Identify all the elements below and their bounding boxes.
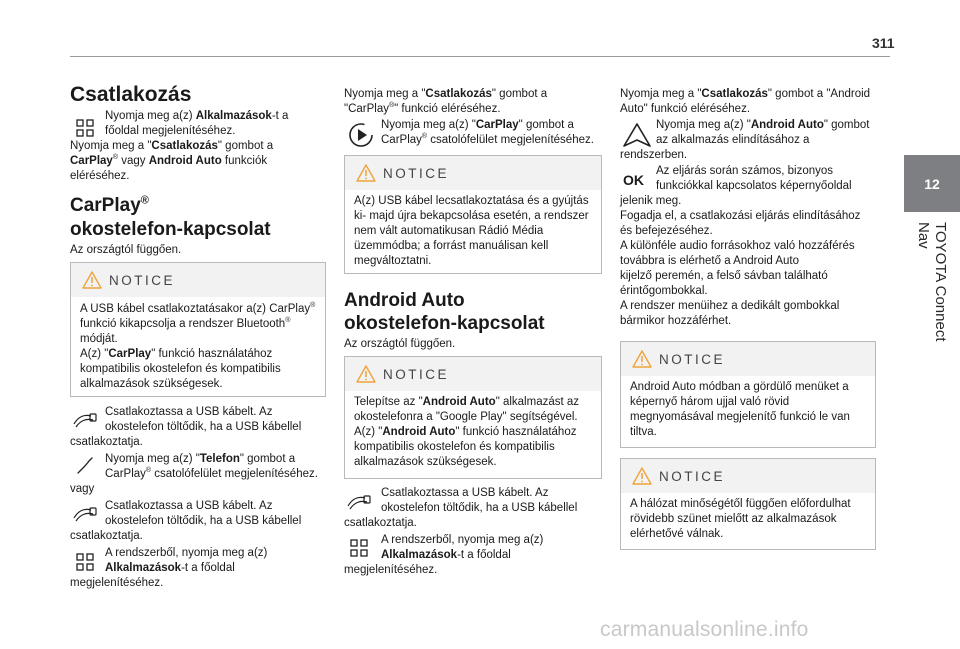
apps-grid-icon xyxy=(348,537,370,559)
col3-p5-line3: kijelző peremén, a felső sávban található xyxy=(620,270,828,282)
col3-p2-line1: Nyomja meg a(z) "Android Auto" gombot xyxy=(656,119,870,131)
col3-p3-line2: funkciókkal kapcsolatos képernyőoldal xyxy=(656,180,852,192)
notice-body: A hálózat minőségétől függően előfordulhat rövidebb szünet mielőtt az alkalmazások elérhetővé válnak. xyxy=(630,498,851,540)
col3-p6-line2: bármikor hozzáférhet. xyxy=(620,315,732,327)
col1-s1-line1: Csatlakoztassa a USB kábelt. Az xyxy=(105,406,273,418)
col2-country-note: Az országtól függően. xyxy=(344,338,456,350)
col1-s3-line3: csatlakoztatja. xyxy=(70,530,143,542)
col1-p2-line2: CarPlay® vagy Android Auto funkciók xyxy=(70,154,268,167)
col2-s1-line1: Csatlakoztassa a USB kábelt. Az xyxy=(381,487,549,499)
android-heading-line2: okostelefon-kapcsolat xyxy=(344,313,545,334)
col3-p5-line4: érintőgombokkal. xyxy=(620,285,708,297)
warning-triangle-icon xyxy=(356,365,376,383)
col3-p1-line2: Auto" funkció eléréséhez. xyxy=(620,103,751,115)
notice-title: NOTICE xyxy=(383,165,450,181)
apps-grid-icon xyxy=(74,117,96,139)
chapter-tab[interactable]: 12 xyxy=(904,155,960,212)
notice-body: A(z) USB kábel lecsatlakoztatása és a gyújtás ki- majd újra bekapcsolása esetén, a rendszer nem vált automatikusan Rádió Média üzemmódba; a forrást manuálisan kell megváltoztatni. xyxy=(354,195,589,267)
carplay-play-icon xyxy=(347,121,375,149)
col2-p1-line2: "CarPlay®" funkció eléréséhez. xyxy=(344,102,501,115)
col3-p2-line2: az alkalmazás elindításához a xyxy=(656,134,810,146)
col3-p6-line1: A rendszer menüihez a dedikált gombokkal xyxy=(620,300,840,312)
android-auto-icon xyxy=(622,122,652,148)
notice-box-carplay-usb xyxy=(70,262,326,397)
col3-p3-line3: jelenik meg. xyxy=(620,195,682,207)
notice-header xyxy=(345,357,601,391)
col3-p2-line3: rendszerben. xyxy=(620,149,688,161)
col1-s4-line1: A rendszerből, nyomja meg a(z) xyxy=(105,547,268,559)
col3-p4-line2: és befejezéséhez. xyxy=(620,225,713,237)
col1-s2-line1: Nyomja meg a(z) "Telefon" gombot a xyxy=(105,453,296,465)
col3-p4-line1: Fogadja el, a csatlakozási eljárás elindításához xyxy=(620,210,861,222)
col1-s1-line2: okostelefon töltődik, ha a USB kábellel xyxy=(105,421,302,433)
ok-icon: OK xyxy=(623,172,644,188)
usb-cable-icon xyxy=(346,491,372,513)
col1-s3-line2: okostelefon töltődik, ha a USB kábellel xyxy=(105,515,302,527)
col1-vagy: vagy xyxy=(70,483,95,495)
notice-title: NOTICE xyxy=(383,366,450,382)
notice-body: Telepítse az "Android Auto" alkalmazást az okostelefonra a "Google Play" segítségével. A(z) "Android Auto" funkció használatához kompatibilis okostelefon és kompatibilis alkalmazások szükségesek. xyxy=(354,396,580,468)
notice-title: NOTICE xyxy=(659,351,726,367)
col1-p2-line1: Nyomja meg a "Csatlakozás" gombot a xyxy=(70,140,274,152)
warning-triangle-icon xyxy=(82,271,102,289)
warning-triangle-icon xyxy=(356,164,376,182)
warning-triangle-icon xyxy=(632,467,652,485)
col2-s1-line2: okostelefon töltődik, ha a USB kábellel xyxy=(381,502,578,514)
col1-s4-line2: Alkalmazások-t a főoldal xyxy=(105,562,235,574)
col1-p1-line2: főoldal megjelenítéséhez. xyxy=(105,125,236,137)
android-heading-line1: Android Auto xyxy=(344,290,465,311)
notice-box-android-install xyxy=(344,356,602,479)
col1-p2-line3: eléréséhez. xyxy=(70,170,130,182)
notice-header xyxy=(345,156,601,190)
chapter-title: TOYOTA Connect Nav xyxy=(915,222,949,342)
apps-grid-icon xyxy=(74,551,96,573)
col3-p5-line2: továbbra is elérhető a Android Auto xyxy=(620,255,800,267)
col2-p2-line2: CarPlay® csatolófelület megjelenítéséhez. xyxy=(381,133,594,146)
col3-p3-line1: Az eljárás során számos, bizonyos xyxy=(656,165,834,177)
notice-header xyxy=(621,342,875,376)
col3-p5-line1: A különféle audio forrásokhoz való hozzáférés xyxy=(620,240,855,252)
notice-box-scroll-menus xyxy=(620,341,876,448)
header-divider xyxy=(70,56,890,57)
usb-cable-icon xyxy=(72,503,98,525)
notice-title: NOTICE xyxy=(109,272,176,288)
notice-title: NOTICE xyxy=(659,468,726,484)
col2-p1-line1: Nyomja meg a "Csatlakozás" gombot a xyxy=(344,88,548,100)
col2-s2-line2: Alkalmazások-t a főoldal xyxy=(381,549,511,561)
col2-s2-line1: A rendszerből, nyomja meg a(z) xyxy=(381,534,544,546)
col1-p1-line1: Nyomja meg a(z) Alkalmazások-t a xyxy=(105,110,289,122)
notice-body: Android Auto módban a gördülő menüket a képernyő három ujjal való rövid megnyomásával megjelenítő funkció le van tiltva. xyxy=(630,381,850,438)
col1-s3-line1: Csatlakoztassa a USB kábelt. Az xyxy=(105,500,273,512)
page-number: 311 xyxy=(872,35,895,51)
usb-cable-icon xyxy=(72,409,98,431)
notice-box-usb-disconnect xyxy=(344,155,602,274)
col3-p1-line1: Nyomja meg a "Csatlakozás" gombot a "Android xyxy=(620,88,871,100)
notice-body: A USB kábel csatlakoztatásakor a(z) CarPlay® funkció kikapcsolja a rendszer Bluetooth® módját. A(z) "CarPlay" funkció használatához kompatibilis okostelefon és kompatibilis alkalmazások szükségesek. xyxy=(80,302,316,390)
col1-s4-line3: megjelenítéséhez. xyxy=(70,577,164,589)
carplay-heading-line1: CarPlay® xyxy=(70,194,149,216)
col1-s2-line2: CarPlay® csatolófelület megjelenítéséhez. xyxy=(105,467,318,480)
warning-triangle-icon xyxy=(632,350,652,368)
phone-handset-icon xyxy=(74,455,96,477)
col2-p2-line1: Nyomja meg a(z) "CarPlay" gombot a xyxy=(381,119,574,131)
watermark: carmanualsonline.info xyxy=(600,618,809,641)
col1-country-note: Az országtól függően. xyxy=(70,244,182,256)
notice-box-network-quality xyxy=(620,458,876,550)
col2-s2-line3: megjelenítéséhez. xyxy=(344,564,438,576)
section-heading-connection: Csatlakozás xyxy=(70,83,192,106)
notice-header xyxy=(621,459,875,493)
notice-header xyxy=(71,263,325,297)
carplay-heading-line2: okostelefon-kapcsolat xyxy=(70,219,271,240)
col2-s1-line3: csatlakoztatja. xyxy=(344,517,417,529)
col1-s1-line3: csatlakoztatja. xyxy=(70,436,143,448)
